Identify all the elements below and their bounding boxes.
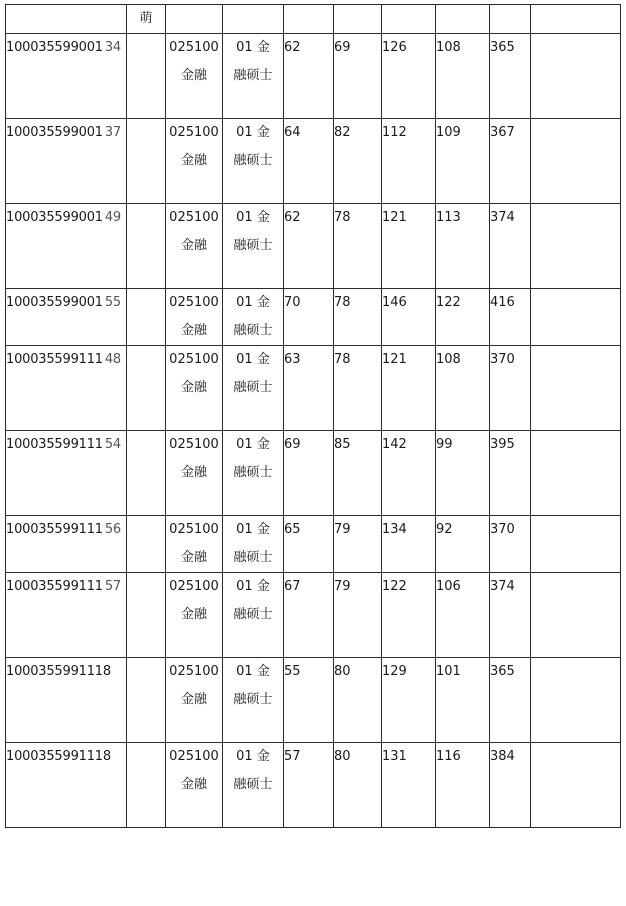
direction-name: 融硕士 <box>233 465 273 480</box>
score-cell-4 <box>436 204 490 289</box>
candidate-name-cell <box>127 431 166 516</box>
major-cell <box>166 658 223 743</box>
major-code: 025100 <box>169 749 219 764</box>
score-3: 126 <box>382 40 407 55</box>
score-table <box>5 4 621 828</box>
remark-cell <box>531 346 621 431</box>
major-name: 金融 <box>180 550 207 565</box>
direction-cell <box>223 289 284 346</box>
major-name: 金融 <box>180 380 207 395</box>
total-score-cell <box>490 34 531 119</box>
remark-cell <box>531 743 621 828</box>
major-code: 025100 <box>169 352 219 367</box>
remark-cell <box>531 289 621 346</box>
direction-name: 融硕士 <box>233 238 273 253</box>
score-cell-3 <box>382 743 436 828</box>
remark-cell <box>531 431 621 516</box>
candidate-id-cell <box>6 204 127 289</box>
major-cell <box>166 34 223 119</box>
direction-cell <box>223 573 284 658</box>
score-1: 67 <box>284 579 301 594</box>
score-4: 92 <box>436 522 453 537</box>
major-cell <box>166 516 223 573</box>
total-score: 365 <box>490 40 515 55</box>
score-2: 82 <box>334 125 351 140</box>
candidate-id: 100035599111 <box>6 437 103 452</box>
candidate-id: 100035599111 <box>6 579 103 594</box>
cut-off-fragment: 55 <box>104 295 122 310</box>
direction-cell <box>223 743 284 828</box>
total-score-cell <box>490 346 531 431</box>
header-cell-direction <box>223 5 284 34</box>
total-score-cell <box>490 119 531 204</box>
total-score: 384 <box>490 749 515 764</box>
score-2: 78 <box>334 295 351 310</box>
score-cell-4 <box>436 431 490 516</box>
direction-code: 01 金 <box>236 437 270 452</box>
score-4: 116 <box>436 749 461 764</box>
score-cell-1 <box>284 289 334 346</box>
score-cell-3 <box>382 431 436 516</box>
score-3: 131 <box>382 749 407 764</box>
score-1: 65 <box>284 522 301 537</box>
table-row <box>6 289 621 346</box>
major-code: 025100 <box>169 40 219 55</box>
candidate-name-cell <box>127 743 166 828</box>
major-name: 金融 <box>180 153 207 168</box>
score-2: 80 <box>334 749 351 764</box>
total-score-cell <box>490 289 531 346</box>
direction-cell <box>223 204 284 289</box>
header-cell-major <box>166 5 223 34</box>
remark-cell <box>531 516 621 573</box>
score-3: 122 <box>382 579 407 594</box>
score-cell-2 <box>334 346 382 431</box>
major-cell <box>166 573 223 658</box>
major-code: 025100 <box>169 579 219 594</box>
remark-cell <box>531 204 621 289</box>
score-2: 79 <box>334 522 351 537</box>
score-cell-4 <box>436 34 490 119</box>
major-cell <box>166 743 223 828</box>
direction-name: 融硕士 <box>233 323 273 338</box>
score-1: 62 <box>284 210 301 225</box>
candidate-id-cell <box>6 34 127 119</box>
remark-cell <box>531 34 621 119</box>
major-code: 025100 <box>169 295 219 310</box>
total-score: 367 <box>490 125 515 140</box>
table-row <box>6 658 621 743</box>
score-cell-3 <box>382 289 436 346</box>
score-4: 106 <box>436 579 461 594</box>
score-2: 80 <box>334 664 351 679</box>
score-1: 64 <box>284 125 301 140</box>
header-cell-id <box>6 5 127 34</box>
table-header-row <box>6 5 621 34</box>
score-cell-1 <box>284 658 334 743</box>
total-score-cell <box>490 431 531 516</box>
table-row <box>6 119 621 204</box>
direction-cell <box>223 34 284 119</box>
major-name: 金融 <box>180 692 207 707</box>
score-cell-2 <box>334 573 382 658</box>
score-4: 109 <box>436 125 461 140</box>
major-code: 025100 <box>169 437 219 452</box>
score-cell-3 <box>382 658 436 743</box>
score-3: 112 <box>382 125 407 140</box>
candidate-id-cell <box>6 431 127 516</box>
table-row <box>6 346 621 431</box>
candidate-name-cell <box>127 658 166 743</box>
score-cell-2 <box>334 743 382 828</box>
header-cell-score-4 <box>436 5 490 34</box>
score-cell-2 <box>334 119 382 204</box>
major-cell <box>166 431 223 516</box>
candidate-id: 100035599111 <box>6 352 103 367</box>
direction-name: 融硕士 <box>233 692 273 707</box>
score-2: 78 <box>334 210 351 225</box>
direction-name: 融硕士 <box>233 68 273 83</box>
table-row <box>6 573 621 658</box>
score-cell-3 <box>382 34 436 119</box>
major-code: 025100 <box>169 125 219 140</box>
major-name: 金融 <box>180 238 207 253</box>
direction-cell <box>223 516 284 573</box>
header-cell-score-3 <box>382 5 436 34</box>
score-cell-1 <box>284 204 334 289</box>
direction-code: 01 金 <box>236 749 270 764</box>
candidate-name-cell <box>127 573 166 658</box>
score-cell-1 <box>284 34 334 119</box>
candidate-name-cell <box>127 204 166 289</box>
major-name: 金融 <box>180 777 207 792</box>
score-cell-1 <box>284 119 334 204</box>
score-1: 70 <box>284 295 301 310</box>
score-3: 146 <box>382 295 407 310</box>
total-score: 365 <box>490 664 515 679</box>
score-cell-3 <box>382 346 436 431</box>
remark-cell <box>531 119 621 204</box>
total-score: 416 <box>490 295 515 310</box>
direction-code: 01 金 <box>236 522 270 537</box>
score-cell-1 <box>284 573 334 658</box>
score-3: 121 <box>382 210 407 225</box>
cut-off-fragment: 49 <box>104 210 122 225</box>
direction-name: 融硕士 <box>233 607 273 622</box>
candidate-id: 100035599001 <box>6 125 103 140</box>
cut-off-fragment: 48 <box>104 352 122 367</box>
cut-off-fragment: 56 <box>104 522 122 537</box>
score-cell-4 <box>436 658 490 743</box>
score-cell-3 <box>382 516 436 573</box>
score-cell-2 <box>334 431 382 516</box>
direction-cell <box>223 346 284 431</box>
score-cell-2 <box>334 658 382 743</box>
score-cell-1 <box>284 516 334 573</box>
direction-code: 01 金 <box>236 352 270 367</box>
score-4: 99 <box>436 437 453 452</box>
candidate-name-cell <box>127 346 166 431</box>
candidate-id-cell <box>6 289 127 346</box>
direction-name: 融硕士 <box>233 777 273 792</box>
direction-code: 01 金 <box>236 125 270 140</box>
header-cell-name: 萌 <box>127 5 166 34</box>
direction-cell <box>223 119 284 204</box>
total-score: 370 <box>490 352 515 367</box>
table-row <box>6 743 621 828</box>
score-3: 129 <box>382 664 407 679</box>
score-4: 122 <box>436 295 461 310</box>
direction-code: 01 金 <box>236 210 270 225</box>
total-score-cell <box>490 204 531 289</box>
table-row <box>6 431 621 516</box>
score-cell-2 <box>334 204 382 289</box>
score-cell-3 <box>382 204 436 289</box>
total-score-cell <box>490 573 531 658</box>
score-4: 101 <box>436 664 461 679</box>
header-cell-remark <box>531 5 621 34</box>
candidate-id-cell <box>6 743 127 828</box>
direction-code: 01 金 <box>236 40 270 55</box>
score-cell-3 <box>382 119 436 204</box>
score-2: 85 <box>334 437 351 452</box>
direction-name: 融硕士 <box>233 153 273 168</box>
score-4: 113 <box>436 210 461 225</box>
candidate-id: 1000355991118 <box>6 664 111 679</box>
score-cell-2 <box>334 34 382 119</box>
score-4: 108 <box>436 352 461 367</box>
cut-off-fragment: 37 <box>104 125 122 140</box>
major-name: 金融 <box>180 323 207 338</box>
candidate-id-cell <box>6 346 127 431</box>
direction-code: 01 金 <box>236 295 270 310</box>
score-cell-3 <box>382 573 436 658</box>
candidate-name-cell <box>127 289 166 346</box>
direction-cell <box>223 431 284 516</box>
direction-code: 01 金 <box>236 664 270 679</box>
candidate-id: 1000355991118 <box>6 749 111 764</box>
score-cell-2 <box>334 516 382 573</box>
major-code: 025100 <box>169 664 219 679</box>
header-cell-score-2 <box>334 5 382 34</box>
score-cell-1 <box>284 346 334 431</box>
remark-cell <box>531 658 621 743</box>
major-code: 025100 <box>169 522 219 537</box>
candidate-id: 100035599001 <box>6 40 103 55</box>
score-cell-1 <box>284 431 334 516</box>
major-cell <box>166 346 223 431</box>
score-1: 63 <box>284 352 301 367</box>
header-cell-total <box>490 5 531 34</box>
candidate-id-cell <box>6 658 127 743</box>
total-score: 374 <box>490 579 515 594</box>
header-cell-score-1 <box>284 5 334 34</box>
score-4: 108 <box>436 40 461 55</box>
score-cell-4 <box>436 289 490 346</box>
candidate-id: 100035599001 <box>6 295 103 310</box>
total-score-cell <box>490 743 531 828</box>
score-2: 69 <box>334 40 351 55</box>
cut-off-fragment: 57 <box>104 579 122 594</box>
candidate-id-cell <box>6 573 127 658</box>
table-row <box>6 204 621 289</box>
score-1: 62 <box>284 40 301 55</box>
direction-code: 01 金 <box>236 579 270 594</box>
direction-name: 融硕士 <box>233 380 273 395</box>
score-cell-4 <box>436 516 490 573</box>
total-score-cell <box>490 658 531 743</box>
remark-cell <box>531 573 621 658</box>
score-2: 78 <box>334 352 351 367</box>
major-cell <box>166 119 223 204</box>
major-cell <box>166 204 223 289</box>
candidate-id-cell <box>6 119 127 204</box>
total-score: 374 <box>490 210 515 225</box>
cut-off-fragment: 54 <box>104 437 122 452</box>
direction-cell <box>223 658 284 743</box>
score-cell-4 <box>436 346 490 431</box>
major-name: 金融 <box>180 465 207 480</box>
score-3: 142 <box>382 437 407 452</box>
candidate-name-cell <box>127 119 166 204</box>
total-score-cell <box>490 516 531 573</box>
major-code: 025100 <box>169 210 219 225</box>
major-name: 金融 <box>180 68 207 83</box>
candidate-id: 100035599001 <box>6 210 103 225</box>
candidate-id-cell <box>6 516 127 573</box>
cut-off-fragment: 34 <box>104 40 122 55</box>
total-score: 370 <box>490 522 515 537</box>
score-table-page <box>5 4 620 825</box>
table-row <box>6 516 621 573</box>
score-3: 121 <box>382 352 407 367</box>
score-cell-2 <box>334 289 382 346</box>
table-row <box>6 34 621 119</box>
candidate-name-cell <box>127 34 166 119</box>
direction-name: 融硕士 <box>233 550 273 565</box>
score-cell-4 <box>436 573 490 658</box>
score-3: 134 <box>382 522 407 537</box>
major-name: 金融 <box>180 607 207 622</box>
score-1: 55 <box>284 664 301 679</box>
candidate-name-cell <box>127 516 166 573</box>
score-2: 79 <box>334 579 351 594</box>
score-cell-4 <box>436 743 490 828</box>
candidate-id: 100035599111 <box>6 522 103 537</box>
score-cell-1 <box>284 743 334 828</box>
score-cell-4 <box>436 119 490 204</box>
total-score: 395 <box>490 437 515 452</box>
score-1: 69 <box>284 437 301 452</box>
score-1: 57 <box>284 749 301 764</box>
major-cell <box>166 289 223 346</box>
